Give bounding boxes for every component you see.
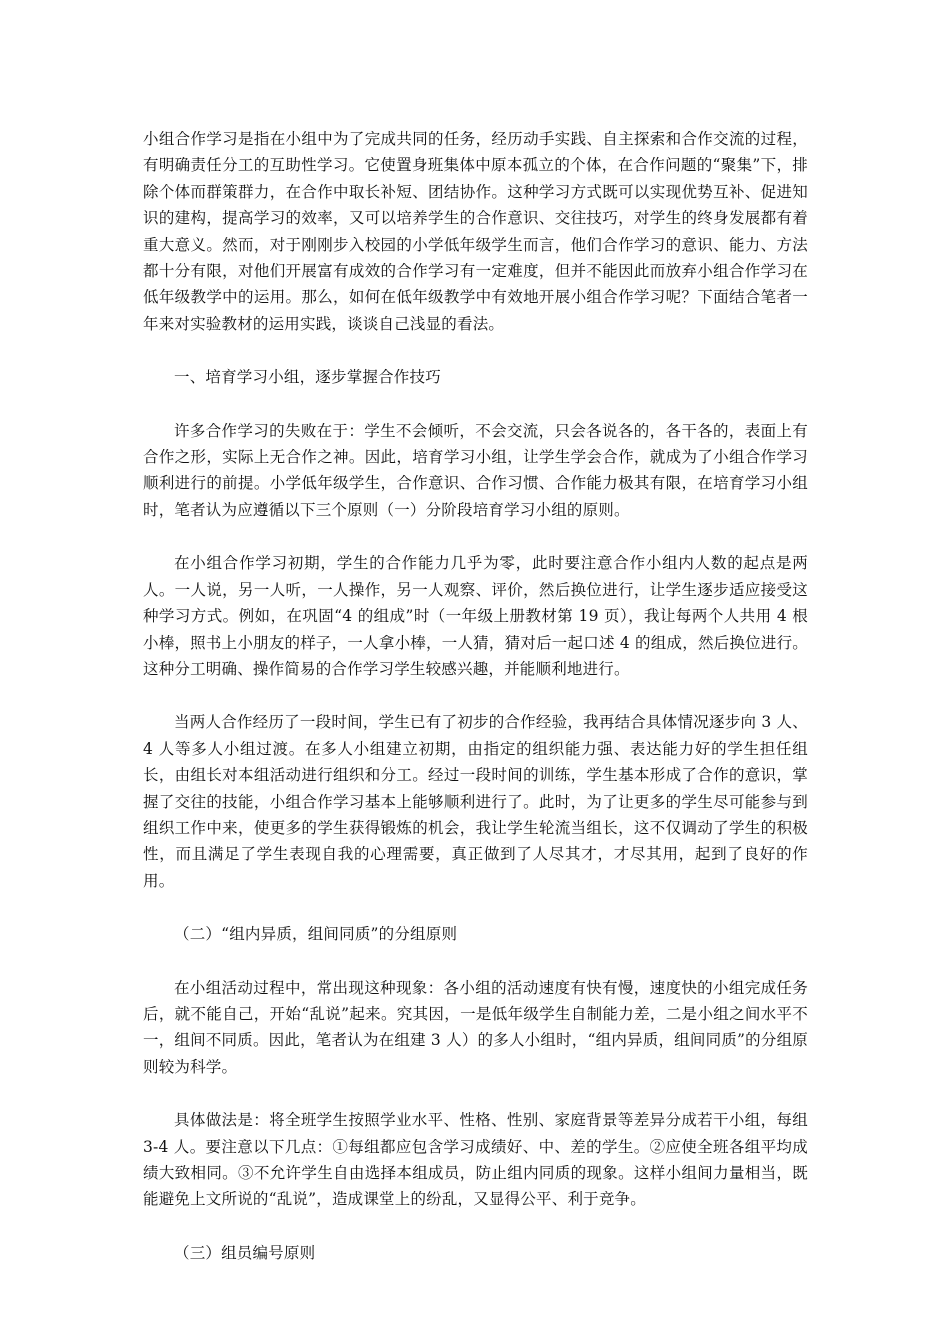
section-heading-3: （三）组员编号原则	[174, 1243, 316, 1262]
section-heading-1: 一、培育学习小组，逐步掌握合作技巧	[174, 368, 441, 387]
document-page	[143, 126, 808, 1266]
body-paragraph-5: 具体做法是：将全班学生按照学业水平、性格、性别、家庭背景等差异分成若干小组，每组 3-4 人。要注意以下几点：①每组都应包含学习成绩好、中、差的学生。②应使全班各组平均成绩大致相同。③不允许学生自由选择本组成员，防止组内同质的现象。这样小组间力量相当，既能避免上文所说的“乱说”，造成课堂上的纷乱，又显得公平、利于竞争。	[143, 1111, 808, 1209]
body-paragraph-2: 在小组合作学习初期，学生的合作能力几乎为零，此时要注意合作小组内人数的起点是两人。一人说，另一人听，一人操作，另一人观察、评价，然后换位进行，让学生逐步适应接受这种学习方式。例如，在巩固“4 的组成”时（一年级上册教材第 19 页），我让每两个人共用 4 根小棒，照书上小朋友的样子，一人拿小棒，一人猜，猜对后一起口述 4 的组成，然后换位进行。这种分工明确、操作简易的合作学习学生较感兴趣，并能顺利地进行。	[143, 554, 808, 678]
intro-paragraph: 小组合作学习是指在小组中为了完成共同的任务，经历动手实践、自主探索和合作交流的过程，有明确责任分工的互助性学习。它使置身班集体中原本孤立的个体，在合作问题的“聚集”下，排除个体而群策群力，在合作中取长补短、团结协作。这种学习方式既可以实现优势互补、促进知识的建构，提高学习的效率，又可以培养学生的合作意识、交往技巧，对学生的终身发展都有着重大意义。然而，对于刚刚步入校园的小学低年级学生而言，他们合作学习的意识、能力、方法都十分有限，对他们开展富有成效的合作学习有一定难度，但并不能因此而放弃小组合作学习在低年级教学中的运用。那么，如何在低年级教学中有效地开展小组合作学习呢？下面结合笔者一年来对实验教材的运用实践，谈谈自己浅显的看法。	[143, 130, 808, 333]
body-paragraph-4: 在小组活动过程中，常出现这种现象：各小组的活动速度有快有慢，速度快的小组完成任务后，就不能自己，开始“乱说”起来。究其因，一是低年级学生自制能力差，二是小组之间水平不一，组间不同质。因此，笔者认为在组建 3 人）的多人小组时，“组内异质，组间同质”的分组原则较为科学。	[143, 978, 808, 1076]
body-paragraph-1: 许多合作学习的失败在于：学生不会倾听，不会交流，只会各说各的，各干各的，表面上有合作之形，实际上无合作之神。因此，培育学习小组，让学生学会合作，就成为了小组合作学习顺利进行的前提。小学低年级学生，合作意识、合作习惯、合作能力极其有限，在培育学习小组时，笔者认为应遵循以下三个原则（一）分阶段培育学习小组的原则。	[143, 421, 808, 519]
body-paragraph-3: 当两人合作经历了一段时间，学生已有了初步的合作经验，我再结合具体情况逐步向 3 人、4 人等多人小组过渡。在多人小组建立初期，由指定的组织能力强、表达能力好的学生担任组长，由组长对本组活动进行组织和分工。经过一段时间的训练，学生基本形成了合作的意识，掌握了交往的技能，小组合作学习基本上能够顺利进行了。此时，为了让更多的学生尽可能参与到组织工作中来，使更多的学生获得锻炼的机会，我让学生轮流当组长，这不仅调动了学生的积极性，而且满足了学生表现自我的心理需要，真正做到了人尽其才，才尽其用，起到了良好的作用。	[143, 713, 808, 890]
section-heading-2: （二）“组内异质，组间同质”的分组原则	[174, 925, 458, 944]
